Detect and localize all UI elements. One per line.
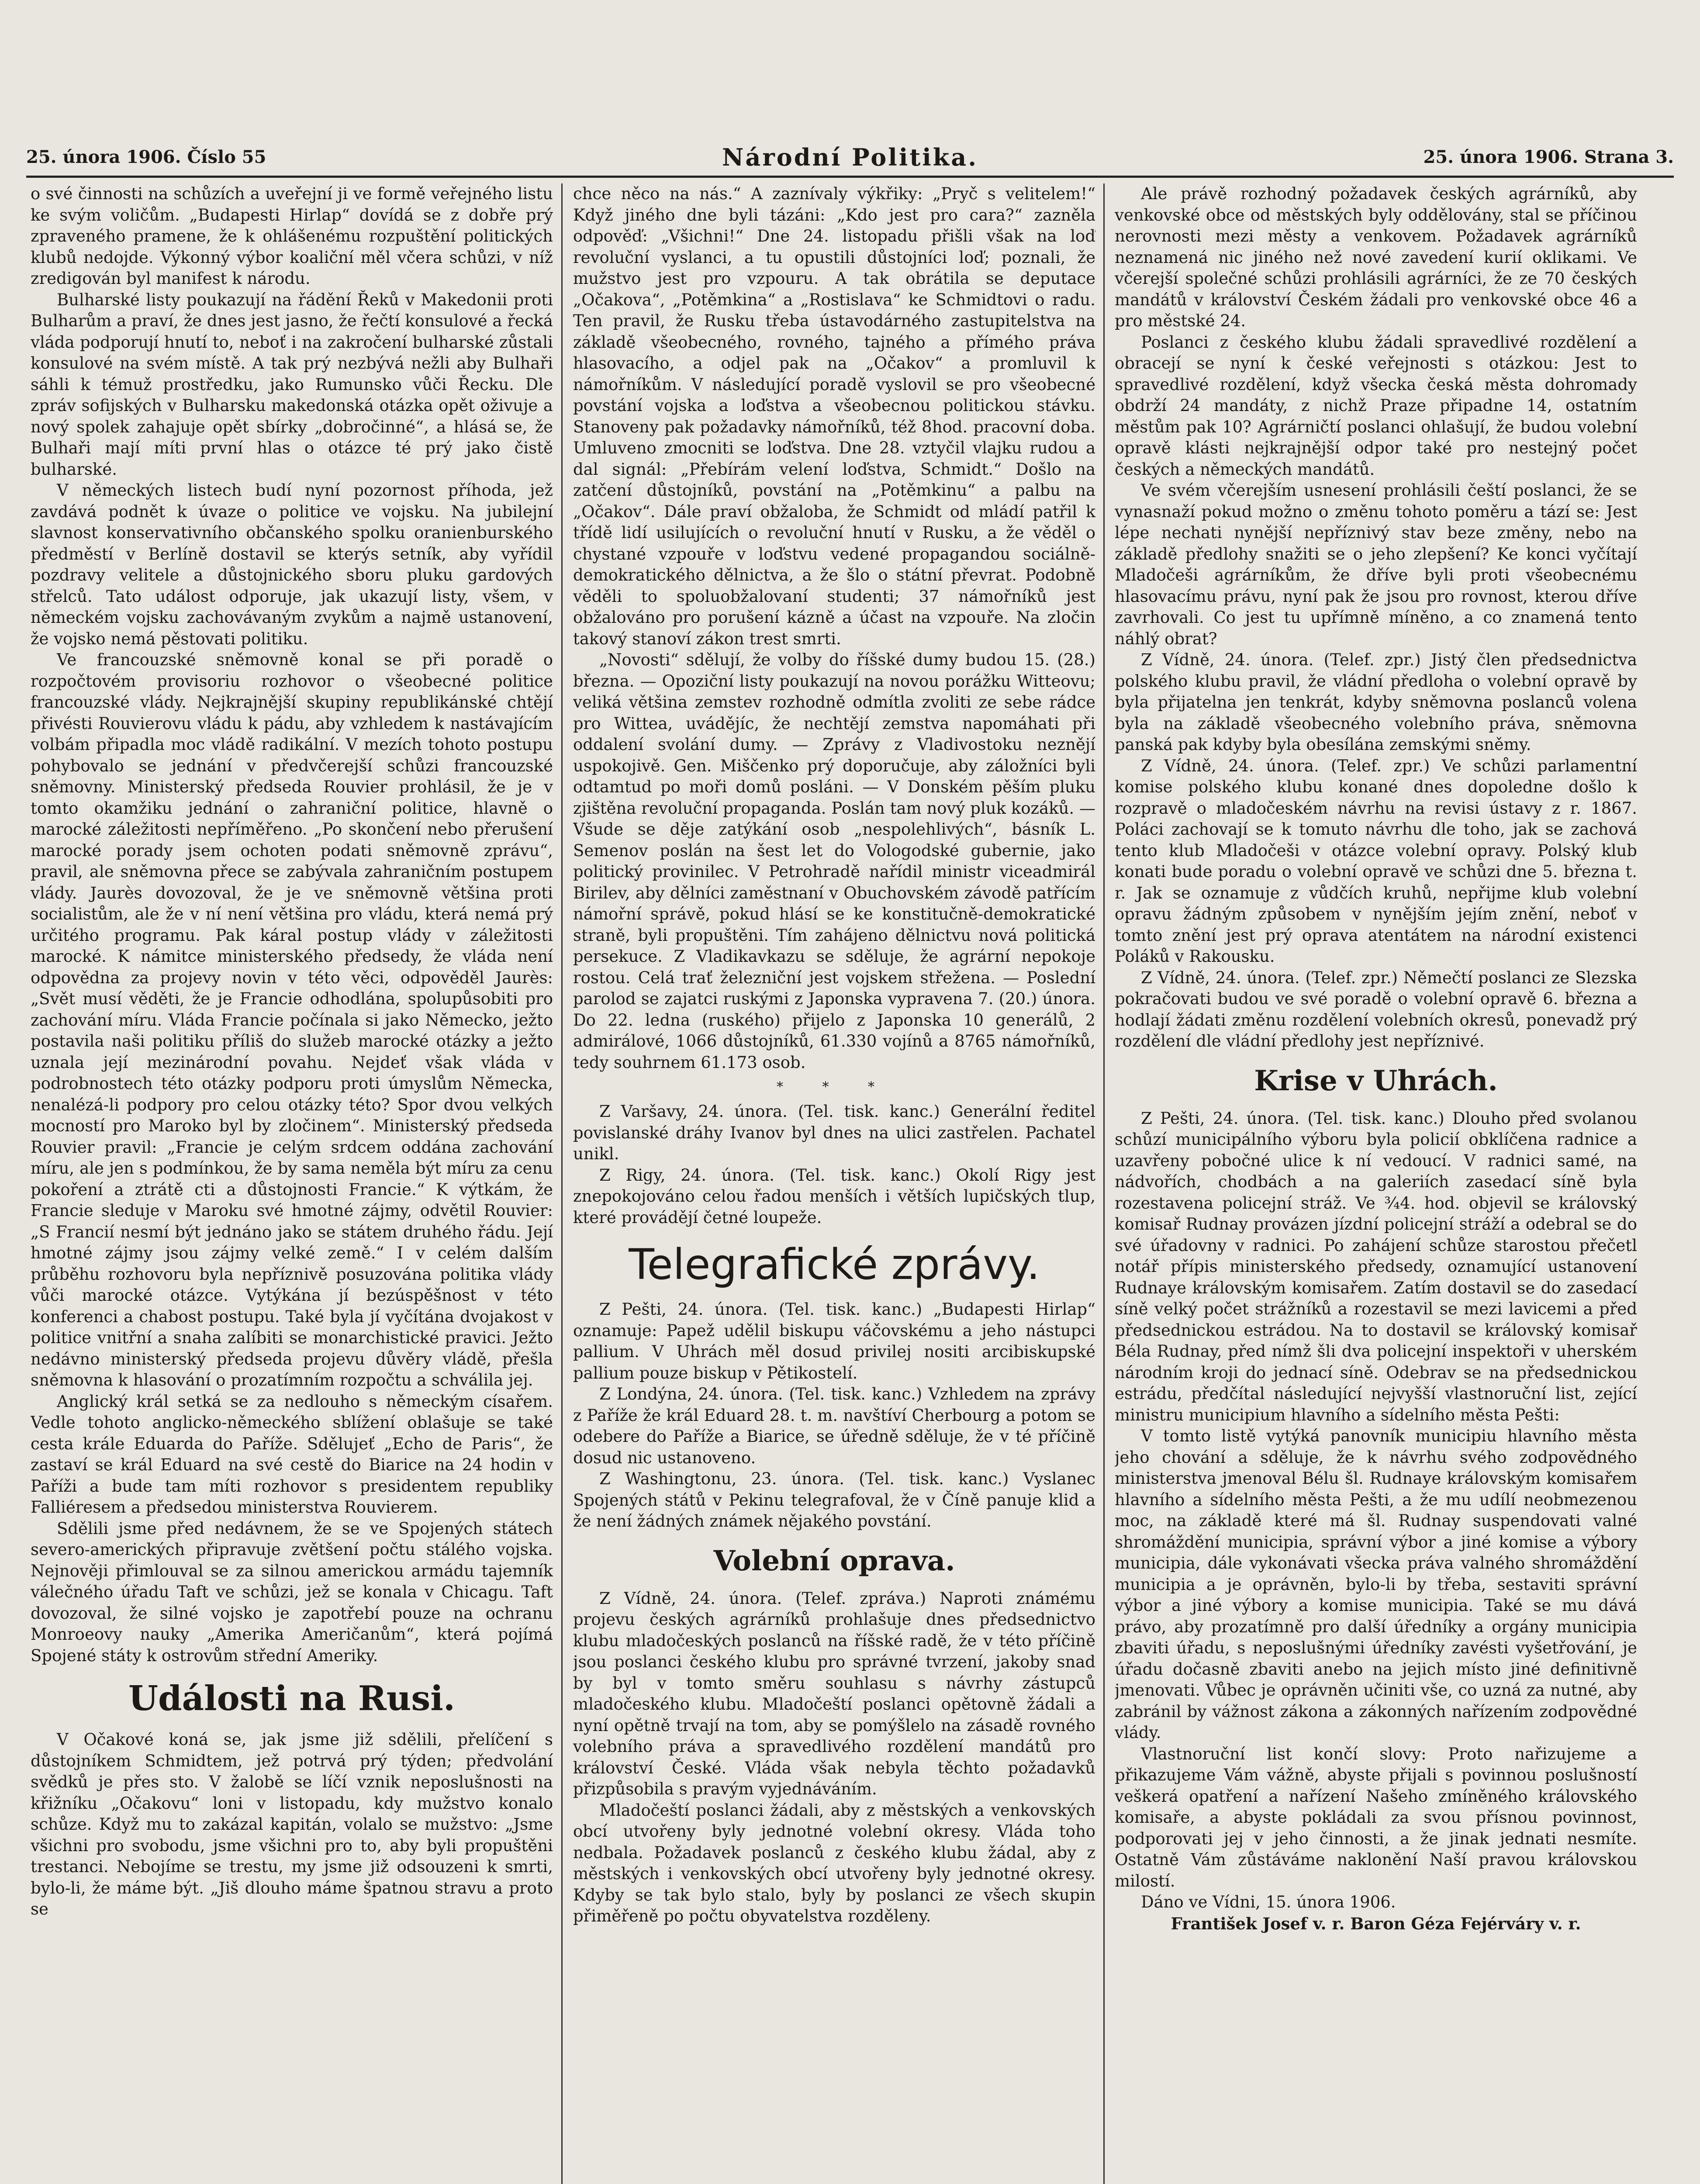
news-item: Z Londýna, 24. února. (Tel. tisk. kanc.) Vzhledem na zprávy z Paříže že král Eduard 28. t. m. navštíví Cherbourg a potom se odebere do Paříže a Biarice, se úředně sděluje, že v té příčině dosud nic ustanoveno. xyxy=(573,1385,1095,1467)
news-item: Z Vídně, 24. února. (Telef. zpr.) Němečtí poslanci ze Slezska pokračovati budou ve své poradě o volební opravě 6. března a hodlají žádati změnu rozdělení volebních okresů, ponevadž prý rozdělení dle vládní předlohy jest nepříznivé. xyxy=(1115,968,1637,1051)
column-divider-2 xyxy=(1103,183,1105,2184)
dated-line: Dáno ve Vídni, 15. února 1906. xyxy=(1141,1893,1396,1911)
issue-date-number: 25. února 1906. Číslo 55 xyxy=(26,147,266,167)
article-paragraph: o své činnosti na schůzích a uveřejní ji ve formě veřejného listu ke svým voličům. „Budapesti Hirlap“ dovídá se z dobře prý zpraveného pramene, že k ohlášenému rozpuštění politických klubů nedojde. Výkonný výbor koaliční měl včera schůzi, v níž zredigován byl manifest k národu. xyxy=(31,184,553,288)
news-item: Z Pešti, 24. února. (Tel. tisk. kanc.) Dlouho před svolanou schůzí municipálního výboru byla policií obklíčena radnice a uzavřeny pobočné ulice k ní vedoucí. V radnici samé, na nádvořích, chodbách a na galeriích zasedací síně byla rozestavena policejní stráž. Ve ¾4. hod. objevil se královský komisař Rudnay provázen jízdní policejní stráží a odebral se do své úřadovny v radnici. Po zahájení schůze starostou přečetl notář přípis ministerského předsedy, oznamující ustanovení Rudnaye královským komisařem. Zatím dostavil se do zasedací síně velký počet strážníků a rozestavil se mezi lavicemi a před předsednickou estrádou. Na to dostavil se královský komisař Béla Rudnay, před nímž šli dva policejní inspektoři v uherském národním kroji do jednací síně. Odebrav se na předsednickou estrádu, předčítal následující nejvyšší vlastnoruční list, zející ministru municipium hlavního a sídelního města Pešti: xyxy=(1115,1109,1637,1424)
article-paragraph: Vlastnoruční list končí slovy: Proto nařizujeme a přikazujeme Vám vážně, abyste přijali s povinnou poslušností veškerá opatření a nařízení Našeho zmíněného královského komisaře, a abyste pokládali za svou přísnou povinnost, podporovati jej v jeho činnosti, a že jinak jednati nesmíte. Ostatně Vám zůstáváme naklonění Naší pravou královskou milostí. xyxy=(1115,1744,1637,1890)
article-paragraph: V Očakové koná se, jak jsme již sdělili, přelíčení s důstojníkem Schmidtem, jež potrvá prý týden; předvolání svědků je přes sto. V žalobě se líčí vznik neposlušnosti na křižníku „Očakovu“ loni v listopadu, kdy mužstvo konalo schůze. Když mu to zakázal kapitán, volalo se mužstvo: „Jsme všichni pro svobodu, jsme všichni pro to, aby byli propuštěni trestanci. Nebojíme se trestu, my jsme již odsouzeni k smrti, bylo-li, že máme být. „Jiš dlouho máme špatnou stravu a proto se xyxy=(31,1730,553,1918)
column-1 xyxy=(31,183,553,2184)
article-paragraph: V německých listech budí nyní pozornost příhoda, jež zavdává podnět k úvaze o politice ve vojsku. Na jubilejní slavnost konservativního občanského spolku oranienburského předměstí v Berlíně dostavil se kterýs setník, aby vyřídil pozdravy velitele a důstojnického sboru pluku gardových střelců. Tato událost odporuje, jak ukazují listy, všem, v německém vojsku zachovávaným zvykům a najmě ustanovení, že vojsko nemá pěstovati politiku. xyxy=(31,481,553,648)
column-2 xyxy=(573,183,1095,2184)
signature-line: František Josef v. r. Baron Géza Fejérváry v. r. xyxy=(1171,1914,1581,1933)
section-heading-krise: Krise v Uhrách. xyxy=(1254,1064,1498,1097)
news-item: Z Washingtonu, 23. února. (Tel. tisk. kanc.) Vyslanec Spojených států v Pekinu telegrafoval, že v Číně panuje klid a že není žádných známek nějakého povstání. xyxy=(573,1469,1095,1531)
news-item: Z Vídně, 24. února. (Telef. zpr.) Ve schůzi parlamentní komise polského klubu konané dnes dopoledne došlo k rozpravě o mladočeském návrhu na revisi ústavy z r. 1867. Poláci zachovají se k tomuto návrhu dle toho, jak se zachová tento klub Mladočeši v otázce volební opravy. Polský klub konati bude poradu o volební opravě ve schůzi dne 5. března t. r. Jak se oznamuje z vůdčích kruhů, nepřijme klub volební opravu žádným způsobem v nynějším jejím znění, neboť v tomto znění jest prý oprava atentátem na národní existenci Poláků v Rakousku. xyxy=(1115,756,1637,966)
column-3 xyxy=(1115,183,1637,2184)
article-paragraph: Ve francouzské sněmovně konal se při poradě o rozpočtovém provisoriu rozhovor o všeobecné politice francouzské vlády. Nejkrajnější skupiny republikánské chtějí přivésti Rouvierovu vládu k pádu, aby vzhledem k nastávajícím volbám připadla moc vládě radikální. V mezích tohoto postupu pohybovalo se jednání v předvčerejší schůzi francouzské sněmovny. Ministerský předseda Rouvier prohlásil, že je v tomto okamžiku jednání o zahraniční politice, hlavně o marocké záležitosti nepříměřeno. „Po skončení nebo přerušení marocké porady jsem ochoten podati sněmovně zprávu“, pravil, ale sněmovna přece se zabývala zahraničním postupem vlády. Jaurès dovozoval, že je ve sněmovně většina proti socialistům, ale že v ní není většina pro vládu, která nemá prý určitého programu. Pak káral postup vlády v záležitosti marocké. K námitce ministerského předsedy, že vláda není odpovědna za projevy novin v této věci, odpověděl Jaurès: „Svět musí věděti, že je Francie odhodlána, spolupůsobiti pro zachování míru. Vláda Francie počínala si jako Německo, ježto postavila naši politiku příliš do služeb marocké otázky a ježto uznala její mezinárodní povahu. Nejdeť však vláda v podrobnostech této otázky podporu proti úmyslům Německa, nenalézá-li podpory pro celou otázky této? Spor dvou velkých mocností pro Maroko byl by zločinem“. Ministerský předseda Rouvier pravil: „Francie je celým srdcem oddána zachování míru, ale jen s podmínkou, že by sama neměla být míru za cenu pokoření a ztrátě cti a důstojnosti Francie.“ K výtkám, že Francie sleduje v Maroku své hmotné zájmy, odvětil Rouvier: „S Francií nesmí být jednáno jako se státem druhého řádu. Její hmotné zájmy jsou zájmy velké země.“ I v celém dalším průběhu rozhovoru byla nepříznivě posuzována politika vlády vůči marocké otázce. Vytýkána jí bezúspěšnost v této konferenci a chabost postupu. Také byla jí vyčítána dvojakost v politice vnitřní a snaha zalíbiti se monarchistické pravici. Ježto nedávno ministerský předseda projevu důvěry vládě, přešla sněmovna k hlasování o prozatímním rozpočtu a schválila jej. xyxy=(31,650,553,1389)
separator: * * * xyxy=(776,1079,892,1095)
section-heading-volebni-oprava: Volební oprava. xyxy=(713,1544,955,1577)
newspaper-title: Národní Politika. xyxy=(722,143,978,171)
article-paragraph: chce něco na nás.“ A zaznívaly výkřiky: „Pryč s velitelem!“ Když jiného dne byli tázáni: „Kdo jest pro cara?“ zazněla odpověď: „Všichni!“ Dne 24. listopadu přišli však na loď revoluční vyslanci, a tu opustili důstojníci loď; poznali, že mužstvo jest pro vzpouru. A tak obrátila se deputace „Očakova“, „Potěmkina“ a „Rostislava“ ke Schmidtovi o radu. Ten pravil, že Rusku třeba ústavodárného zastupitelstva na základě všeobecného, rovného, tajného a přímého práva hlasovacího, a odjel pak na „Očakov“ a promluvil k námořníkům. V následující poradě vyslovil se pro všeobecné povstání vojska a loďstva a všeobecnou politickou stávku. Stanoveny pak požadavky námořníků, též 8hod. pracovní doba. Umluveno zmocniti se loďstva. Dne 28. vztyčil vlajku rudou a dal signál: „Přebírám velení loďstva, Schmidt.“ Došlo na zatčení důstojníků, povstání na „Potěmkinu“ a palbu na „Očakov“. Dále praví obžaloba, že Schmidt od mládí patřil k třídě lidí usilujících o revoluční hnutí v Rusku, a že věděl o chystané vzpouře v loďstvu vedené propagandou sociálně-demokratického dělnictva, a že šlo o státní převrat. Podobně věděli to spoluobžalovaní studenti; 37 námořníků jest obžalováno pro porušení kázně a účast na vzpouře. Na zločin takový stanoví zákon trest smrti. xyxy=(573,184,1095,648)
article-paragraph: Bulharské listy poukazují na řádění Řeků v Makedonii proti Bulharům a praví, že dnes jest jasno, že řečtí konsulové a řecká vláda podporují hnutí to, neboť i na zakročení bulharské zůstali konsulové na svém místě. A tak prý nezbývá nežli aby Bulhaři sáhli k témuž prostředku, jako Rumunsko vůči Řecku. Dle zpráv sofijských v Bulharsku makedonská otázka opět oživuje a nový spolek zahajuje opět sbírky „dobročinné“, a hlásá se, že Bulhaři mají míti první hlas o otázce té prý jako čistě bulharské. xyxy=(31,290,553,479)
article-paragraph: Ale právě rozhodný požadavek českých agrárníků, aby venkovské obce od městských byly oddělovány, stal se příčinou nerovnosti mezi městy a venkovem. Požadavek agrárníků neznamená nic jiného než nové zavedení kurií oklikami. Ve včerejší společné schůzi prohlásili agrárníci, že ze 70 českých mandátů v království Českém žádali pro venkovské obce 46 a pro městské 24. xyxy=(1115,184,1637,330)
news-item: Z Pešti, 24. února. (Tel. tisk. kanc.) „Budapesti Hirlap“ oznamuje: Papež udělil biskupu váčovskému a jeho nástupci pallium. V Uhrách měl dosud privilej nositi arcibiskupské pallium pouze biskup v Pětikostelí. xyxy=(573,1300,1095,1382)
masthead-rule xyxy=(26,176,1674,178)
article-paragraph: Poslanci z českého klubu žádali spravedlivé rozdělení a obracejí se nyní k české veřejnosti s otázkou: Jest to spravedlivé rozdělení, když všecka česká města dohromady obdrží 24 mandáty, z nichž Praze připadne 14, ostatním městům pak 10? Agrárničtí poslanci ohlašují, že budou volební opravě klásti nejkrajnější odpor také pro nestejný počet českých a německých mandátů. xyxy=(1115,332,1637,479)
news-item: Z Vídně, 24. února. (Telef. zpr.) Jistý člen předsednictva polského klubu pravil, že vládní předloha o volební opravě by byla přijatelna jen tenkrát, kdyby sněmovna poslanců volena byla na základě všeobecného volebního práva, sněmovna panská pak kdyby byla obesílána zemskými sněmy. xyxy=(1115,650,1637,754)
article-paragraph: Z Vídně, 24. února. (Telef. zpráva.) Naproti známému projevu českých agrárníků prohlašuje dnes předsednictvo klubu mladočeských poslanců na říšské radě, že v této příčině jsou poslanci českého klubu pro správné tvrzení, jakoby snad by byl v tomto směru souhlasu s návrhy zástupců mladočeského klubu. Mladočeští poslanci opětovně žádali a nyní opětně trvají na tom, aby se pomýšlelo na zásadě rovného volebního práva a spravedlivého rozdělení mandátů pro království České. Vláda však nebyla těchto požadavků přizpůsobila s pravým vyjednáváním. xyxy=(573,1589,1095,1798)
article-paragraph: Anglický král setká se za nedlouho s německým císařem. Vedle tohoto anglicko-německého sblížení oblašuje se také cesta krále Eduarda do Paříže. Sdělujeť „Echo de Paris“, že zastaví se král Eduard na své cestě do Biarice na 24 hodin v Paříži a bude tam míti rozhovor s presidentem republiky Falliéresem a předsedou ministerstva Rouvierem. xyxy=(31,1392,553,1517)
article-paragraph: „Novosti“ sdělují, že volby do říšské dumy budou 15. (28.) března. — Opoziční listy poukazují na novou porážku Witteovu; veliká většina zemstev rozhodně odmítla zvoliti ze sebe rádce pro Wittea, uvádějíc, že nechtějí zemstva napomáhati při oddalení svolání dumy. — Zprávy z Vladivostoku neznějí uspokojivě. Gen. Miščenko prý doporučuje, aby záložníci byli odtamtud po moři domů posláni. — V Donském pěším pluku zjištěna revoluční propaganda. Poslán tam nový pluk kozáků. — Všude se děje zatýkání osob „nespolehlivých“, básník L. Semenov poslán na šest let do Vologodské gubernie, jako politický provinilec. V Petrohradě nařídil ministr viceadmirál Birilev, aby dělníci zaměstnaní v Obuchovském závodě patřícím námořní správě, pokud hlásí se ke konstitučně-demokratické straně, byli propuštěni. Tím zahájeno dělnictvu nová politická persekuce. Z Vladikavkazu se sděluje, že agrární nepokoje rostou. Celá trať železniční jest vojskem střežena. — Poslední parolod se zajatci ruskými z Japonska vypravena 7. (20.) února. Do 22. ledna (ruského) přijelo z Japonska 10 generálů, 2 admirálové, 1066 důstojníků, 61.330 vojínů a 8765 námořníků, tedy souhrnem 61.173 osob. xyxy=(573,650,1095,1072)
article-paragraph: Ve svém včerejším usnesení prohlásili čeští poslanci, že se vynasnaží pokud možno o změnu tohoto poměru a tází se: Jest lépe nechati nynější nepříznivý stav beze změny, nebo na základě předlohy snažiti se o jeho zlepšení? Ke konci vyčítají Mladočeši agrárníkům, že dříve byli proti všeobecnému hlasovacímu právu, nyní pak že jsou pro rovnost, kterou dříve zavrhovali. Co jest tu upřímně míněno, a co znamená tento náhlý obrat? xyxy=(1115,481,1637,648)
news-item: Z Varšavy, 24. února. (Tel. tisk. kanc.) Generální ředitel povislanské dráhy Ivanov byl dnes na ulici zastřelen. Pachatel unikl. xyxy=(573,1102,1095,1163)
column-divider-1 xyxy=(561,183,563,2184)
article-paragraph: Mladočeští poslanci žádali, aby z městských a venkovských obcí utvořeny byly jednotné volební okresy. Vláda toho nedbala. Požadavek poslanců z českého klubu žádal, aby z městských i venkovských obcí utvořeny byly jednotné okresy. Kdyby se tak bylo stalo, byly by poslanci ze všech skupin přiměřeně po počtu obyvatelstva rozděleny. xyxy=(573,1800,1095,1925)
news-item: Z Rigy, 24. února. (Tel. tisk. kanc.) Okolí Rigy jest znepokojováno celou řadou menších i větších lupičských tlup, které provádějí četné loupeže. xyxy=(573,1165,1095,1227)
page-date-number: 25. února 1906. Strana 3. xyxy=(1423,147,1674,167)
article-paragraph: V tomto listě vytýká panovník municipiu hlavního města jeho chování a sděluje, že k návrhu svého zodpovědného ministerstva jmenoval Bélu šl. Rudnaye královským komisařem hlavního a sídelního města Pešti, a že mu udílí neobmezenou moc, na základě které má šl. Rudnay suspendovati valné shromáždění municipia, správní výbor a jiné komise a výbory municipia, dále vykonávati všecka práva valného shromáždění municipia a je oprávněn, bylo-li by třeba, sestaviti správní výbor a jiné výbory a komise municipia. Také se mu dává právo, aby prozatímně pro další úředníky a orgány municipia zbaviti úřadu, s neposlušnými úředníky zavésti vyšetřování, je úřadu dočasně zbaviti anebo na jejich místo jiné definitivně jmenovati. Vůbec je oprávněn učiniti vše, co uzná za nutné, aby zabránil by vážnost zákona a zákonných nařízením zodpovědné vlády. xyxy=(1115,1427,1637,1742)
article-paragraph: Sdělili jsme před nedávnem, že se ve Spojených státech severo-amerických připravuje zvětšení počtu stálého vojska. Nejnověji přimlouval se za silnou americkou armádu tajemník válečného úřadu Taft ve schůzi, jež se konala v Chicagu. Taft dovozoval, že silné vojsko je zapotřebí pouze na ochranu Monroeovy nauky „Amerika Američanům“, která pojímá Spojené státy k ostrovům střední Ameriky. xyxy=(31,1519,553,1665)
masthead xyxy=(26,140,1674,175)
section-heading-telegraficke: Telegrafické zprávy. xyxy=(629,1240,1040,1289)
section-heading-rusi: Události na Rusi. xyxy=(128,1679,456,1718)
